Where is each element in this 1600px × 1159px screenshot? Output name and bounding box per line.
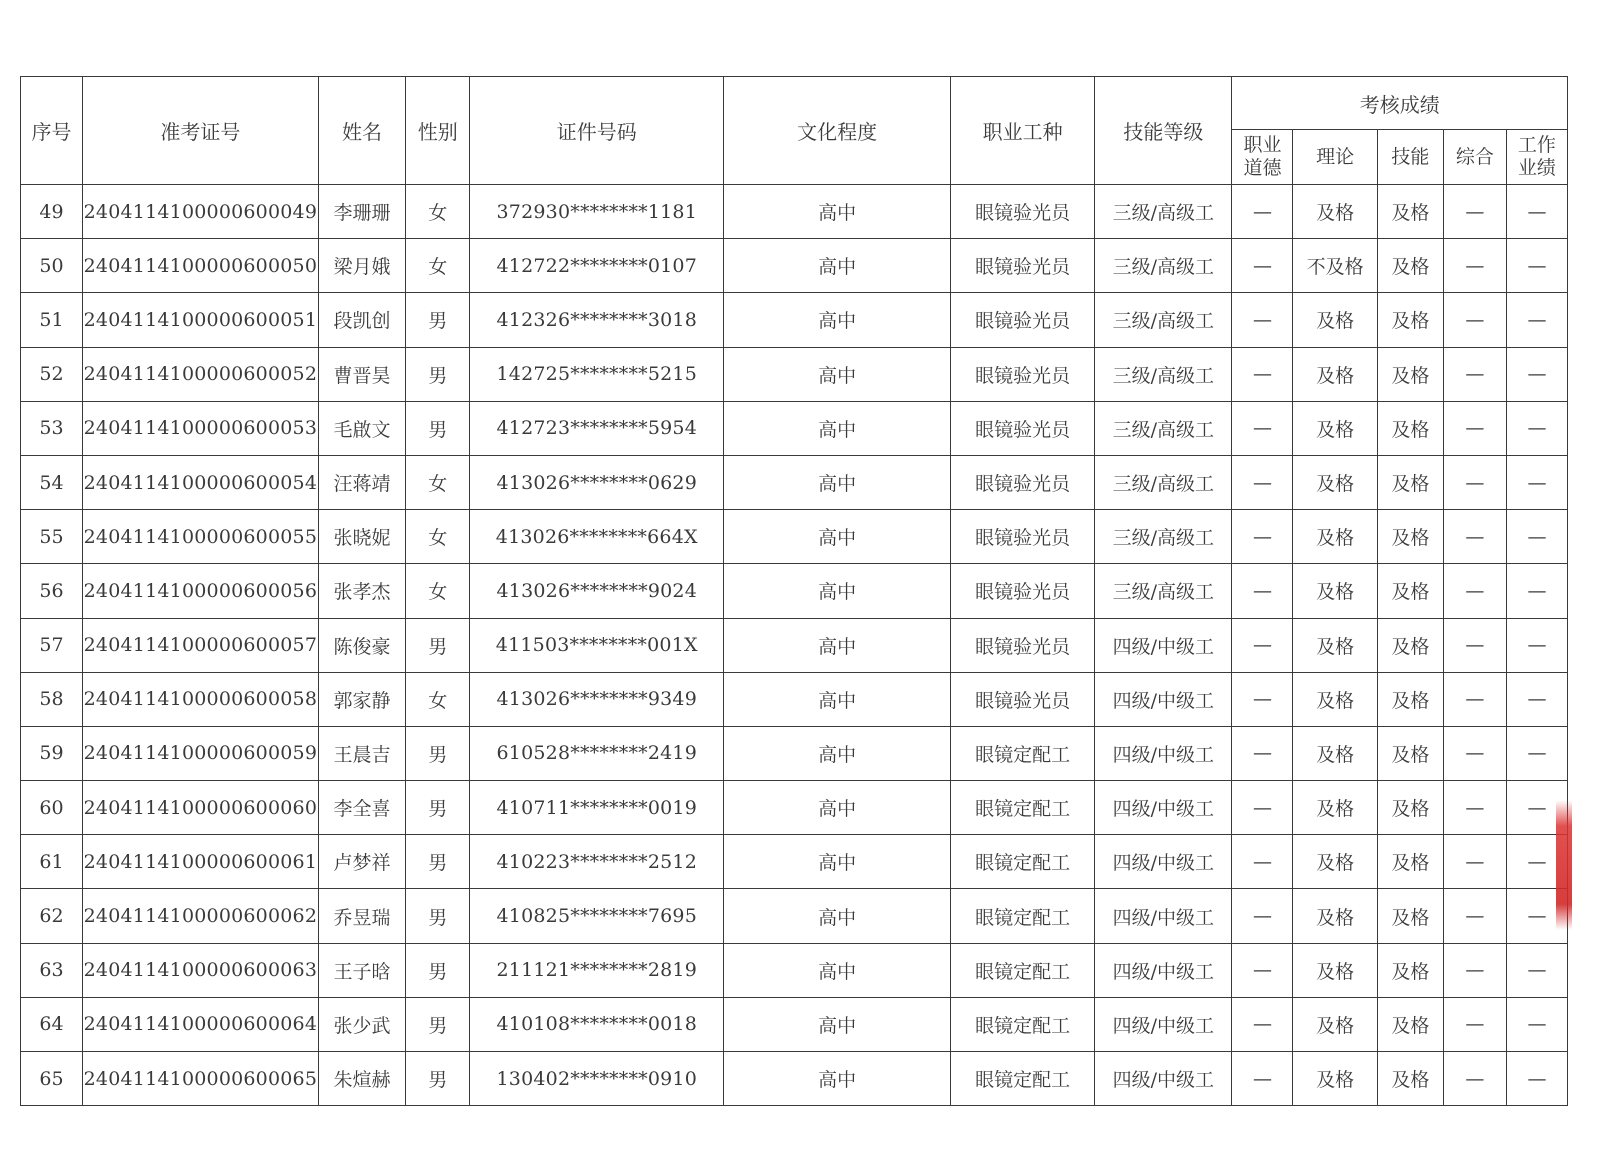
- cell-skill: 及格: [1377, 889, 1443, 943]
- cell-performance: —: [1506, 185, 1567, 239]
- cell-seq: 61: [21, 835, 83, 889]
- table-row: [21, 618, 1568, 672]
- table-row: [21, 943, 1568, 997]
- cell-seq: 56: [21, 564, 83, 618]
- table-row: [21, 455, 1568, 509]
- cell-overall: —: [1443, 455, 1506, 509]
- cell-performance: —: [1506, 455, 1567, 509]
- cell-performance: —: [1506, 672, 1567, 726]
- cell-ethics: —: [1232, 781, 1293, 835]
- table-row: [21, 889, 1568, 943]
- cell-theory: 及格: [1293, 618, 1377, 672]
- cell-exam-no: 2404114100000600057: [82, 618, 318, 672]
- cell-seq: 51: [21, 293, 83, 347]
- cell-exam-no: 2404114100000600053: [82, 401, 318, 455]
- cell-name: 张少武: [318, 997, 405, 1051]
- cell-ethics: —: [1232, 347, 1293, 401]
- cell-seq: 55: [21, 510, 83, 564]
- cell-name: 汪蒋靖: [318, 455, 405, 509]
- cell-education: 高中: [724, 239, 951, 293]
- cell-theory: 及格: [1293, 997, 1377, 1051]
- cell-overall: —: [1443, 889, 1506, 943]
- table-row: [21, 672, 1568, 726]
- cell-id-no: 412723********5954: [470, 401, 724, 455]
- cell-id-no: 142725********5215: [470, 347, 724, 401]
- cell-education: 高中: [724, 943, 951, 997]
- cell-ethics: —: [1232, 564, 1293, 618]
- cell-skill-level: 四级/中级工: [1095, 835, 1232, 889]
- cell-id-no: 410711********0019: [470, 781, 724, 835]
- exam-results-table: [20, 76, 1568, 1106]
- cell-id-no: 211121********2819: [470, 943, 724, 997]
- cell-ethics: —: [1232, 943, 1293, 997]
- cell-skill: 及格: [1377, 618, 1443, 672]
- cell-theory: 及格: [1293, 726, 1377, 780]
- cell-education: 高中: [724, 997, 951, 1051]
- cell-theory: 及格: [1293, 1052, 1377, 1106]
- cell-theory: 及格: [1293, 510, 1377, 564]
- header-scores-group: 考核成绩: [1232, 77, 1568, 130]
- cell-exam-no: 2404114100000600056: [82, 564, 318, 618]
- cell-id-no: 410223********2512: [470, 835, 724, 889]
- cell-seq: 52: [21, 347, 83, 401]
- cell-performance: —: [1506, 835, 1567, 889]
- cell-skill: 及格: [1377, 1052, 1443, 1106]
- cell-occupation: 眼镜验光员: [950, 618, 1094, 672]
- cell-exam-no: 2404114100000600054: [82, 455, 318, 509]
- cell-education: 高中: [724, 1052, 951, 1106]
- table-row: [21, 781, 1568, 835]
- cell-performance: —: [1506, 781, 1567, 835]
- cell-gender: 男: [406, 1052, 470, 1106]
- cell-occupation: 眼镜验光员: [950, 401, 1094, 455]
- cell-overall: —: [1443, 835, 1506, 889]
- cell-seq: 64: [21, 997, 83, 1051]
- cell-education: 高中: [724, 781, 951, 835]
- cell-gender: 男: [406, 889, 470, 943]
- header-education: 文化程度: [724, 77, 951, 185]
- cell-exam-no: 2404114100000600065: [82, 1052, 318, 1106]
- cell-skill: 及格: [1377, 293, 1443, 347]
- cell-performance: —: [1506, 293, 1567, 347]
- cell-id-no: 610528********2419: [470, 726, 724, 780]
- cell-gender: 女: [406, 564, 470, 618]
- table-row: [21, 510, 1568, 564]
- cell-skill-level: 四级/中级工: [1095, 943, 1232, 997]
- cell-id-no: 413026********9349: [470, 672, 724, 726]
- cell-theory: 及格: [1293, 672, 1377, 726]
- header-seq: 序号: [21, 77, 83, 185]
- table-row: [21, 293, 1568, 347]
- cell-theory: 及格: [1293, 347, 1377, 401]
- cell-gender: 女: [406, 185, 470, 239]
- cell-performance: —: [1506, 510, 1567, 564]
- cell-occupation: 眼镜定配工: [950, 943, 1094, 997]
- header-skill-level: 技能等级: [1095, 77, 1232, 185]
- cell-name: 毛啟文: [318, 401, 405, 455]
- cell-performance: —: [1506, 997, 1567, 1051]
- cell-skill: 及格: [1377, 997, 1443, 1051]
- cell-occupation: 眼镜定配工: [950, 726, 1094, 780]
- cell-overall: —: [1443, 347, 1506, 401]
- cell-overall: —: [1443, 564, 1506, 618]
- cell-id-no: 412722********0107: [470, 239, 724, 293]
- cell-seq: 58: [21, 672, 83, 726]
- cell-gender: 男: [406, 618, 470, 672]
- cell-skill: 及格: [1377, 239, 1443, 293]
- cell-gender: 男: [406, 997, 470, 1051]
- cell-skill: 及格: [1377, 401, 1443, 455]
- cell-performance: —: [1506, 401, 1567, 455]
- cell-gender: 男: [406, 781, 470, 835]
- cell-performance: —: [1506, 564, 1567, 618]
- cell-exam-no: 2404114100000600051: [82, 293, 318, 347]
- cell-skill-level: 四级/中级工: [1095, 997, 1232, 1051]
- cell-exam-no: 2404114100000600052: [82, 347, 318, 401]
- cell-skill-level: 四级/中级工: [1095, 672, 1232, 726]
- cell-seq: 62: [21, 889, 83, 943]
- cell-education: 高中: [724, 401, 951, 455]
- cell-id-no: 372930********1181: [470, 185, 724, 239]
- cell-performance: —: [1506, 347, 1567, 401]
- table-row: [21, 239, 1568, 293]
- cell-occupation: 眼镜验光员: [950, 510, 1094, 564]
- cell-seq: 54: [21, 455, 83, 509]
- cell-skill: 及格: [1377, 726, 1443, 780]
- cell-skill-level: 三级/高级工: [1095, 185, 1232, 239]
- cell-gender: 男: [406, 726, 470, 780]
- cell-education: 高中: [724, 726, 951, 780]
- cell-seq: 50: [21, 239, 83, 293]
- header-skill: 技能: [1377, 130, 1443, 185]
- cell-id-no: 413026********9024: [470, 564, 724, 618]
- cell-ethics: —: [1232, 239, 1293, 293]
- cell-name: 李珊珊: [318, 185, 405, 239]
- cell-occupation: 眼镜定配工: [950, 997, 1094, 1051]
- cell-overall: —: [1443, 239, 1506, 293]
- cell-skill: 及格: [1377, 510, 1443, 564]
- cell-gender: 男: [406, 835, 470, 889]
- cell-theory: 及格: [1293, 455, 1377, 509]
- cell-skill: 及格: [1377, 943, 1443, 997]
- cell-name: 郭家静: [318, 672, 405, 726]
- cell-gender: 女: [406, 455, 470, 509]
- cell-name: 王晨吉: [318, 726, 405, 780]
- cell-skill-level: 三级/高级工: [1095, 510, 1232, 564]
- cell-ethics: —: [1232, 672, 1293, 726]
- cell-seq: 65: [21, 1052, 83, 1106]
- header-theory: 理论: [1293, 130, 1377, 185]
- cell-name: 李全喜: [318, 781, 405, 835]
- cell-education: 高中: [724, 889, 951, 943]
- header-occupation: 职业工种: [950, 77, 1094, 185]
- cell-skill-level: 三级/高级工: [1095, 401, 1232, 455]
- cell-name: 卢梦祥: [318, 835, 405, 889]
- cell-overall: —: [1443, 781, 1506, 835]
- cell-name: 王子晗: [318, 943, 405, 997]
- cell-skill: 及格: [1377, 672, 1443, 726]
- cell-exam-no: 2404114100000600060: [82, 781, 318, 835]
- cell-ethics: —: [1232, 293, 1293, 347]
- cell-ethics: —: [1232, 997, 1293, 1051]
- cell-skill-level: 四级/中级工: [1095, 726, 1232, 780]
- cell-performance: —: [1506, 943, 1567, 997]
- cell-gender: 男: [406, 943, 470, 997]
- cell-theory: 不及格: [1293, 239, 1377, 293]
- cell-overall: —: [1443, 618, 1506, 672]
- cell-ethics: —: [1232, 835, 1293, 889]
- cell-gender: 女: [406, 510, 470, 564]
- cell-gender: 女: [406, 239, 470, 293]
- cell-exam-no: 2404114100000600058: [82, 672, 318, 726]
- cell-exam-no: 2404114100000600063: [82, 943, 318, 997]
- header-performance: 工作 业绩: [1506, 130, 1567, 185]
- table-row: [21, 185, 1568, 239]
- cell-education: 高中: [724, 672, 951, 726]
- cell-name: 乔昱瑞: [318, 889, 405, 943]
- cell-occupation: 眼镜验光员: [950, 185, 1094, 239]
- cell-education: 高中: [724, 510, 951, 564]
- table-row: [21, 564, 1568, 618]
- cell-education: 高中: [724, 835, 951, 889]
- cell-ethics: —: [1232, 185, 1293, 239]
- cell-gender: 男: [406, 347, 470, 401]
- cell-occupation: 眼镜验光员: [950, 672, 1094, 726]
- cell-skill: 及格: [1377, 455, 1443, 509]
- cell-exam-no: 2404114100000600062: [82, 889, 318, 943]
- cell-ethics: —: [1232, 401, 1293, 455]
- cell-skill-level: 三级/高级工: [1095, 293, 1232, 347]
- cell-skill-level: 三级/高级工: [1095, 347, 1232, 401]
- results-sheet: [20, 76, 1568, 1106]
- cell-gender: 女: [406, 672, 470, 726]
- table-row: [21, 835, 1568, 889]
- cell-name: 朱煊赫: [318, 1052, 405, 1106]
- cell-theory: 及格: [1293, 401, 1377, 455]
- cell-skill: 及格: [1377, 781, 1443, 835]
- cell-education: 高中: [724, 347, 951, 401]
- cell-exam-no: 2404114100000600050: [82, 239, 318, 293]
- cell-performance: —: [1506, 726, 1567, 780]
- cell-seq: 49: [21, 185, 83, 239]
- cell-id-no: 413026********0629: [470, 455, 724, 509]
- cell-skill-level: 四级/中级工: [1095, 889, 1232, 943]
- cell-skill-level: 四级/中级工: [1095, 781, 1232, 835]
- cell-gender: 男: [406, 401, 470, 455]
- cell-name: 陈俊豪: [318, 618, 405, 672]
- cell-name: 梁月娥: [318, 239, 405, 293]
- cell-seq: 59: [21, 726, 83, 780]
- cell-exam-no: 2404114100000600049: [82, 185, 318, 239]
- cell-occupation: 眼镜验光员: [950, 239, 1094, 293]
- cell-id-no: 410825********7695: [470, 889, 724, 943]
- cell-overall: —: [1443, 943, 1506, 997]
- cell-education: 高中: [724, 564, 951, 618]
- cell-exam-no: 2404114100000600064: [82, 997, 318, 1051]
- cell-skill-level: 三级/高级工: [1095, 239, 1232, 293]
- cell-exam-no: 2404114100000600061: [82, 835, 318, 889]
- cell-theory: 及格: [1293, 293, 1377, 347]
- cell-ethics: —: [1232, 726, 1293, 780]
- header-id-no: 证件号码: [470, 77, 724, 185]
- cell-seq: 63: [21, 943, 83, 997]
- cell-skill-level: 四级/中级工: [1095, 618, 1232, 672]
- cell-overall: —: [1443, 185, 1506, 239]
- cell-occupation: 眼镜定配工: [950, 835, 1094, 889]
- table-body: [21, 185, 1568, 1106]
- cell-seq: 57: [21, 618, 83, 672]
- cell-education: 高中: [724, 185, 951, 239]
- cell-overall: —: [1443, 726, 1506, 780]
- cell-ethics: —: [1232, 455, 1293, 509]
- cell-performance: —: [1506, 889, 1567, 943]
- cell-exam-no: 2404114100000600059: [82, 726, 318, 780]
- cell-occupation: 眼镜定配工: [950, 781, 1094, 835]
- cell-ethics: —: [1232, 510, 1293, 564]
- cell-skill-level: 三级/高级工: [1095, 564, 1232, 618]
- cell-ethics: —: [1232, 1052, 1293, 1106]
- cell-occupation: 眼镜验光员: [950, 347, 1094, 401]
- cell-education: 高中: [724, 455, 951, 509]
- cell-overall: —: [1443, 510, 1506, 564]
- cell-theory: 及格: [1293, 564, 1377, 618]
- header-overall: 综合: [1443, 130, 1506, 185]
- cell-seq: 53: [21, 401, 83, 455]
- table-row: [21, 726, 1568, 780]
- red-seal-stamp: [1556, 800, 1572, 930]
- cell-id-no: 411503********001X: [470, 618, 724, 672]
- cell-name: 张孝杰: [318, 564, 405, 618]
- header-ethics: 职业 道德: [1232, 130, 1293, 185]
- cell-overall: —: [1443, 997, 1506, 1051]
- cell-name: 张晓妮: [318, 510, 405, 564]
- cell-occupation: 眼镜验光员: [950, 293, 1094, 347]
- cell-performance: —: [1506, 239, 1567, 293]
- cell-name: 曹晋昊: [318, 347, 405, 401]
- cell-occupation: 眼镜定配工: [950, 889, 1094, 943]
- cell-occupation: 眼镜验光员: [950, 564, 1094, 618]
- cell-ethics: —: [1232, 618, 1293, 672]
- cell-occupation: 眼镜验光员: [950, 455, 1094, 509]
- cell-theory: 及格: [1293, 889, 1377, 943]
- cell-theory: 及格: [1293, 943, 1377, 997]
- cell-overall: —: [1443, 1052, 1506, 1106]
- table-row: [21, 347, 1568, 401]
- cell-skill: 及格: [1377, 347, 1443, 401]
- cell-skill: 及格: [1377, 185, 1443, 239]
- cell-skill-level: 三级/高级工: [1095, 455, 1232, 509]
- cell-gender: 男: [406, 293, 470, 347]
- cell-overall: —: [1443, 401, 1506, 455]
- cell-exam-no: 2404114100000600055: [82, 510, 318, 564]
- cell-theory: 及格: [1293, 835, 1377, 889]
- cell-id-no: 412326********3018: [470, 293, 724, 347]
- cell-id-no: 130402********0910: [470, 1052, 724, 1106]
- table-row: [21, 401, 1568, 455]
- table-row: [21, 997, 1568, 1051]
- table-row: [21, 1052, 1568, 1106]
- header-gender: 性别: [406, 77, 470, 185]
- cell-seq: 60: [21, 781, 83, 835]
- cell-skill: 及格: [1377, 835, 1443, 889]
- header-exam-no: 准考证号: [82, 77, 318, 185]
- cell-education: 高中: [724, 293, 951, 347]
- cell-id-no: 413026********664X: [470, 510, 724, 564]
- cell-skill-level: 四级/中级工: [1095, 1052, 1232, 1106]
- cell-ethics: —: [1232, 889, 1293, 943]
- cell-id-no: 410108********0018: [470, 997, 724, 1051]
- cell-overall: —: [1443, 293, 1506, 347]
- cell-name: 段凯创: [318, 293, 405, 347]
- cell-performance: —: [1506, 618, 1567, 672]
- cell-theory: 及格: [1293, 185, 1377, 239]
- cell-theory: 及格: [1293, 781, 1377, 835]
- cell-overall: —: [1443, 672, 1506, 726]
- cell-education: 高中: [724, 618, 951, 672]
- header-name: 姓名: [318, 77, 405, 185]
- cell-performance: —: [1506, 1052, 1567, 1106]
- cell-occupation: 眼镜定配工: [950, 1052, 1094, 1106]
- cell-skill: 及格: [1377, 564, 1443, 618]
